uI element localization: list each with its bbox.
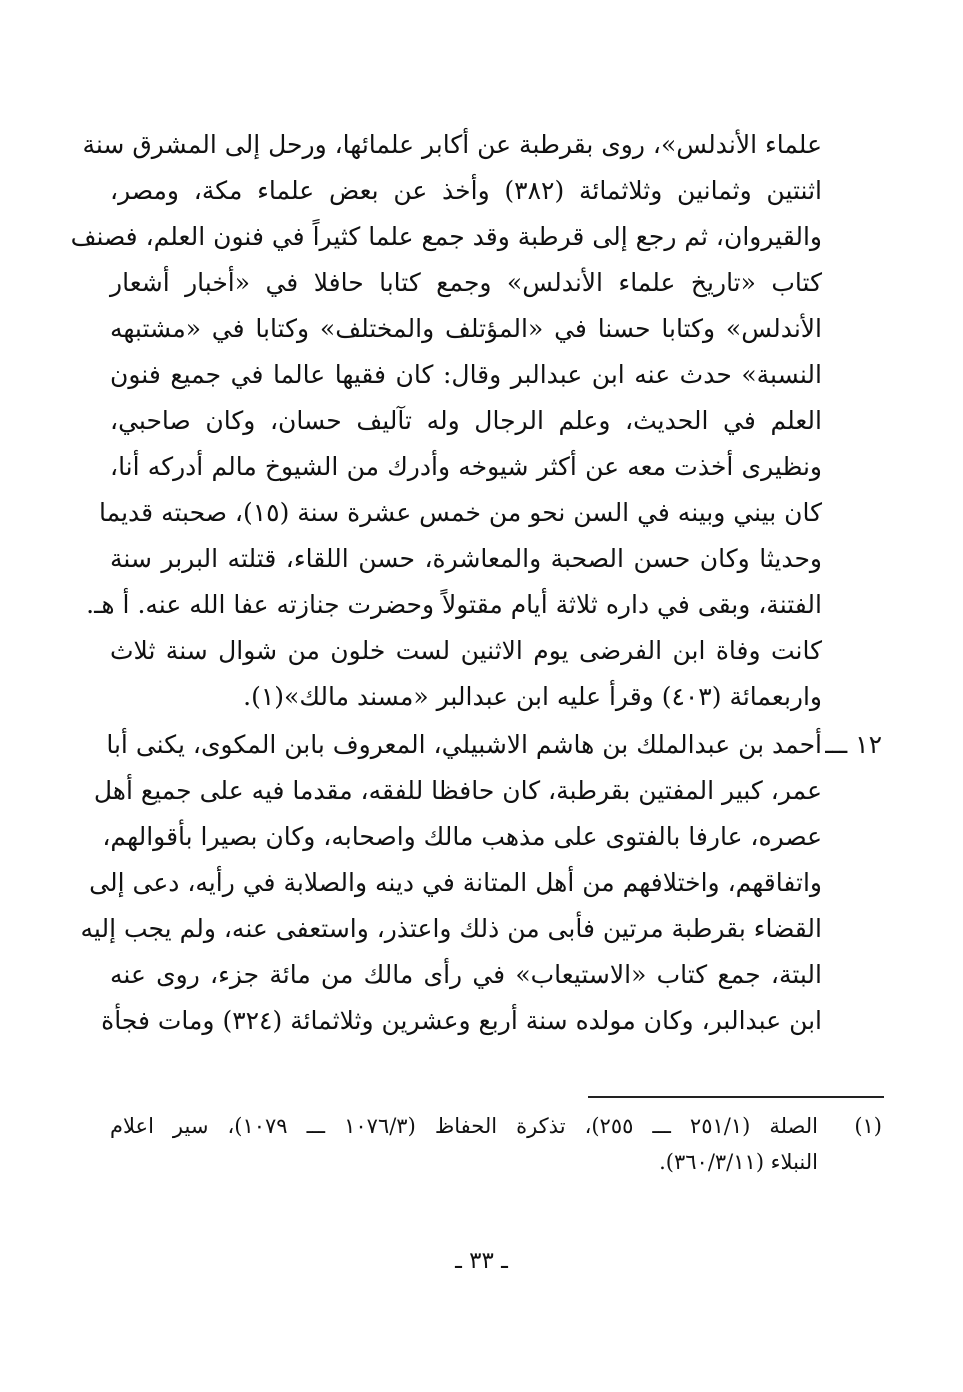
text-line: عصره، عارفا بالفتوى على مذهب مالك واصحابه، وكان بصيرا بأقوالهم،	[102, 822, 822, 851]
text-line: واتفاقهم، واختلافهم من أهل المتانة في دينه والصلابة في رأيه، دعى إلى	[89, 868, 822, 897]
text-line: واربعمائة (٤٠٣) وقرأ عليه ابن عبدالبر «مسند مالك»(١).	[243, 682, 822, 711]
footnote-divider	[588, 1096, 884, 1098]
text-line: كانت وفاة ابن الفرضى يوم الاثنين لست خلون من شوال سنة ثلاث	[110, 636, 822, 665]
text-line: وحديثا وكان حسن الصحبة والمعاشرة، حسن اللقاء، قتلته البربر سنة	[110, 544, 822, 573]
text-line: ابن عبدالبر، وكان مولده سنة أربع وعشرين وثلاثمائة (٣٢٤) ومات فجأة	[101, 1006, 822, 1035]
text-line: القضاء بقرطبة مرتين فأبى من ذلك واعتذر، واستعفى عنه، ولم يجب إليه	[80, 914, 822, 943]
text-line: العلم في الحديث، وعلم الرجال وله تآليف حسان، وكان صاحبي،	[110, 406, 822, 435]
footnote-marker: (١)	[854, 1114, 882, 1138]
text-line: عمر، كبير المفتين بقرطبة، كان حافظا للفقه، مقدما فيه على جميع أهل	[93, 776, 822, 805]
text-line: كتاب «تاريخ علماء الأندلس» وجمع كتابا حافلا في «أخبار أشعار	[110, 268, 822, 297]
text-line: والقيروان، ثم رجع إلى قرطبة وقد جمع علما كثيراً في فنون العلم، فصنف	[70, 222, 822, 251]
continued-biography-paragraph	[70, 122, 822, 720]
footnote-body	[110, 1108, 818, 1180]
text-line: أحمد بن عبدالملك بن هاشم الاشبيلي، المعروف بابن المكوى، يكنى أبا	[106, 730, 822, 759]
text-line: البتة، جمع كتاب «الاستيعاب» في رأى مالك من مائة جزء، روى عنه	[110, 960, 822, 989]
text-line: الفتنة، وبقى في داره ثلاثة أيام مقتولاً وحضرت جنازته عفا الله عنه. أ هـ.	[86, 590, 822, 619]
text-line: كان بيني وبينه في السن نحو من خمس عشرة سنة (١٥)، صحبته قديما	[99, 498, 822, 527]
footnote-line: الصلة (٢٥١/١ ـــ ٢٥٥)، تذكرة الحفاظ (١٠٧٦/٣ ـــ ١٠٧٩)، سير اعلام	[110, 1114, 819, 1138]
footnote-line: النبلاء (٣٦٠/٣/١١).	[659, 1150, 818, 1174]
entry-number: ١٢ ـــ	[825, 730, 882, 759]
text-line: علماء الأندلس»، روى بقرطبة عن أكابر علمائها، ورحل إلى المشرق سنة	[82, 130, 822, 159]
page-number: ـ ٣٣ ـ	[455, 1248, 508, 1274]
biography-entry-12	[80, 722, 822, 1044]
text-line: اثنتين وثمانين وثلاثمائة (٣٨٢) وأخذ عن بعض علماء مكة، ومصر،	[110, 176, 822, 205]
text-line: الأندلس» وكتابا حسنا في «المؤتلف والمختلف» وكتابا في «مشتبهه	[110, 314, 822, 343]
text-line: ونظيرى أخذت معه عن أكثر شيوخه وأدرك من الشيوخ مالم أدركه أنا،	[110, 452, 822, 481]
text-line: النسبة» حدث عنه ابن عبدالبر وقال: كان فقيها عالما في جميع فنون	[110, 360, 822, 389]
